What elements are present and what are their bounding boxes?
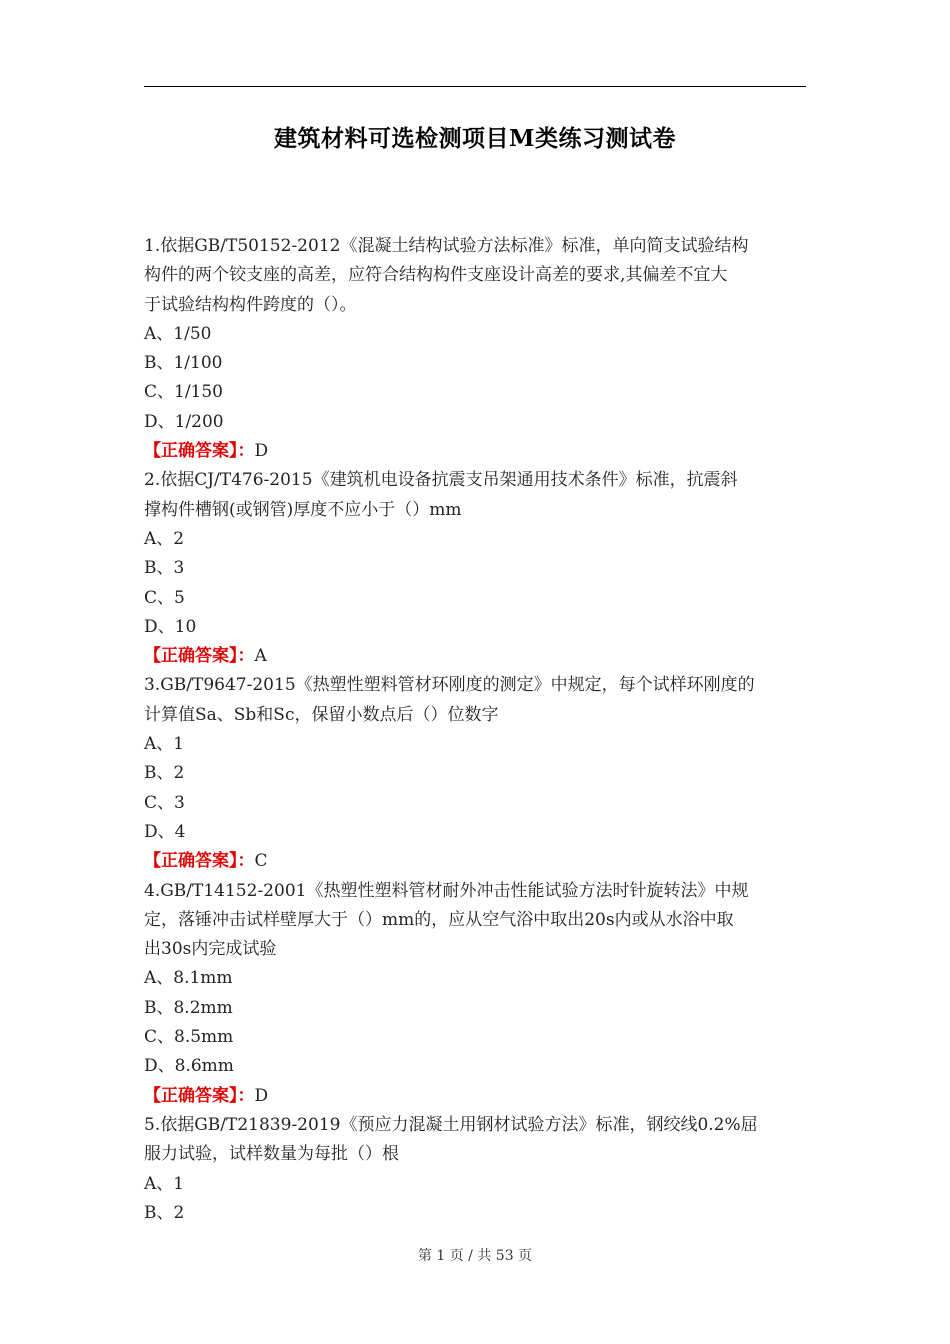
question-item xyxy=(144,1111,806,1228)
option-d: D、10 xyxy=(144,616,197,637)
option-c: C、5 xyxy=(144,587,185,608)
question-item xyxy=(144,466,806,671)
answer-label: 【正确答案】 xyxy=(144,646,238,667)
correct-answer xyxy=(144,1082,806,1111)
option-b: B、1/100 xyxy=(144,353,223,374)
answer-value: C xyxy=(254,851,268,872)
option-a: A、1/50 xyxy=(144,323,212,344)
question-stem-line: 3.GB/T9647-2015《热塑性塑料管材环刚度的测定》中规定，每个试样环刚度的 xyxy=(144,675,755,696)
option-b: B、3 xyxy=(144,558,185,579)
option-d: D、8.6mm xyxy=(144,1056,234,1077)
question-stem-line: 服力试验，试样数量为每批（）根 xyxy=(144,1144,399,1165)
option-d: D、4 xyxy=(144,821,186,842)
answer-separator: ： xyxy=(237,851,255,872)
answer-separator: ： xyxy=(237,646,255,667)
question-stem-line: 于试验结构构件跨度的（）。 xyxy=(144,294,357,315)
answer-label: 【正确答案】 xyxy=(144,851,238,872)
correct-answer xyxy=(144,437,806,466)
question-stem-line: 撑构件槽钢(或钢管)厚度不应小于（）mm xyxy=(144,499,462,520)
answer-separator: ： xyxy=(237,1085,255,1106)
document-title: 建筑材料可选检测项目M类练习测试卷 xyxy=(274,125,676,152)
question-stem-line: 5.依据GB/T21839-2019《预应力混凝土用钢材试验方法》标准，钢绞线0.2%屈 xyxy=(144,1114,758,1135)
question-stem-line: 构件的两个铰支座的高差，应符合结构构件支座设计高差的要求,其偏差不宜大 xyxy=(144,265,728,286)
question-list xyxy=(144,232,806,1228)
question-stem-line: 出30s内完成试验 xyxy=(144,939,277,960)
option-b: B、2 xyxy=(144,1202,185,1223)
answer-label: 【正确答案】 xyxy=(144,441,238,462)
header-rule xyxy=(144,86,806,87)
option-c: C、1/150 xyxy=(144,382,223,403)
option-c: C、8.5mm xyxy=(144,1027,234,1048)
correct-answer xyxy=(144,847,806,876)
question-stem-line: 4.GB/T14152-2001《热塑性塑料管材耐外冲击性能试验方法时针旋转法》中规 xyxy=(144,880,749,901)
question-stem-line: 定，落锤冲击试样壁厚大于（）mm的，应从空气浴中取出20s内或从水浴中取 xyxy=(144,909,734,930)
option-b: B、2 xyxy=(144,763,185,784)
question-stem-line: 2.依据CJ/T476-2015《建筑机电设备抗震支吊架通用技术条件》标准，抗震斜 xyxy=(144,470,738,491)
option-d: D、1/200 xyxy=(144,411,224,432)
answer-value: D xyxy=(254,441,269,462)
question-item xyxy=(144,671,806,876)
option-a: A、2 xyxy=(144,528,185,549)
question-item xyxy=(144,232,806,466)
answer-separator: ： xyxy=(237,441,255,462)
option-a: A、8.1mm xyxy=(144,968,233,989)
answer-value: D xyxy=(254,1085,269,1106)
answer-label: 【正确答案】 xyxy=(144,1085,238,1106)
option-b: B、8.2mm xyxy=(144,997,233,1018)
option-a: A、1 xyxy=(144,734,185,755)
question-stem-line: 1.依据GB/T50152-2012《混凝土结构试验方法标准》标准，单向简支试验结构 xyxy=(144,236,749,256)
answer-value: A xyxy=(254,646,267,667)
question-stem-line: 计算值Sa、Sb和Sc，保留小数点后（）位数字 xyxy=(144,704,499,725)
question-item xyxy=(144,877,806,1111)
correct-answer xyxy=(144,642,806,671)
option-a: A、1 xyxy=(144,1173,185,1194)
page-footer: 第 1 页 / 共 53 页 xyxy=(417,1248,533,1264)
option-c: C、3 xyxy=(144,792,185,813)
